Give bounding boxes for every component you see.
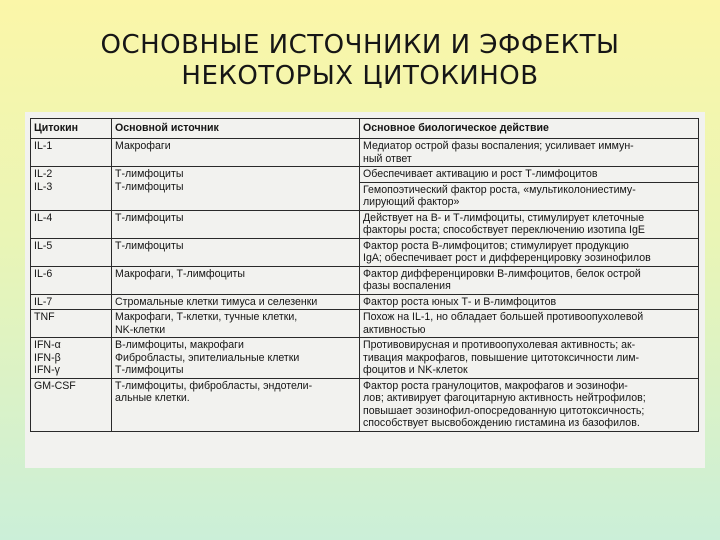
source-text: Т-лимфоциты xyxy=(115,239,184,252)
source-text: В-лимфоциты, макрофаги xyxy=(115,339,244,351)
cytokine-name: IL-1 xyxy=(34,140,53,152)
table-row xyxy=(31,238,699,266)
source-subcell xyxy=(112,295,359,310)
cytokine-subcell xyxy=(31,295,111,310)
cytokine-cell xyxy=(31,238,112,266)
source-cell xyxy=(112,378,360,431)
action-text: Похож на IL-1, но обладает большей противоопухолевой xyxy=(363,311,644,323)
cytokine-cell xyxy=(31,210,112,238)
cytokine-name: TNF xyxy=(34,311,55,323)
cytokine-name: IL-5 xyxy=(34,239,53,252)
cytokine-cell xyxy=(31,338,112,379)
cytokine-cell xyxy=(31,167,112,211)
action-text: IgA; обеспечивает рост и дифференцировку эозинофилов xyxy=(363,252,651,264)
cytokine-name: GM-CSF xyxy=(34,379,76,392)
source-cell xyxy=(112,294,360,338)
action-text: факторы роста; способствует переключению изотипа IgE xyxy=(363,224,645,236)
source-text: Фибробласты, эпителиальные клетки xyxy=(115,351,300,364)
action-cell xyxy=(360,139,699,167)
action-cell xyxy=(360,266,699,294)
cytokine-cell xyxy=(31,139,112,167)
title-line-1: ОСНОВНЫЕ ИСТОЧНИКИ И ЭФФЕКТЫ xyxy=(100,30,620,60)
source-text: Т-лимфоциты xyxy=(115,168,184,180)
action-text: Противовирусная и противоопухолевая активность; ак- xyxy=(363,339,636,351)
table-row xyxy=(31,167,699,211)
action-text: Фактор роста В-лимфоцитов; стимулирует продукцию xyxy=(363,239,629,252)
table-row xyxy=(31,294,699,338)
cytokine-name: IL-2 xyxy=(34,168,53,180)
source-subcell xyxy=(112,309,359,337)
source-text: Т-лимфоциты xyxy=(115,211,184,224)
source-cell xyxy=(112,210,360,238)
source-cell xyxy=(112,338,360,379)
action-cell xyxy=(360,294,699,338)
action-subcell xyxy=(360,295,698,310)
source-text: Стромальные клетки тимуса и селезенки xyxy=(115,295,318,308)
slide-title xyxy=(0,30,720,92)
source-text: Макрофаги, Т-клетки, тучные клетки, xyxy=(115,311,298,323)
cytokine-name: IL-4 xyxy=(34,211,53,224)
cytokine-cell xyxy=(31,266,112,294)
action-text: тивация макрофагов, повышение цитотоксичности лим- xyxy=(363,351,640,364)
table-row xyxy=(31,338,699,379)
action-text: повышает эозинофил-опосредованную цитотоксичность; xyxy=(363,404,645,417)
action-subcell xyxy=(360,167,698,182)
cytokine-name: IFN-β xyxy=(34,351,61,364)
source-text: Т-лимфоциты, фибробласты, эндотели- xyxy=(115,379,313,392)
header-action: Основное биологическое действие xyxy=(360,119,699,139)
action-text: лов; активирует фагоцитарную активность нейтрофилов; xyxy=(363,392,646,404)
cytokine-cell xyxy=(31,294,112,338)
action-text: активностью xyxy=(363,323,426,336)
action-subcell xyxy=(360,309,698,337)
action-text: лирующий фактор» xyxy=(363,196,460,208)
source-text: Макрофаги, Т-лимфоциты xyxy=(115,267,245,280)
source-cell xyxy=(112,167,360,211)
source-text: NK-клетки xyxy=(115,323,166,336)
cytokine-name: IFN-γ xyxy=(34,364,60,376)
cytokine-name: IFN-α xyxy=(34,339,61,351)
source-text: Т-лимфоциты xyxy=(115,364,184,376)
action-text: ный ответ xyxy=(363,152,412,165)
action-subcell xyxy=(360,182,698,210)
action-text: Фактор роста гранулоцитов, макрофагов и эозинофи- xyxy=(363,379,628,392)
title-line-2: НЕКОТОРЫХ ЦИТОКИНОВ xyxy=(181,61,539,91)
table-row xyxy=(31,266,699,294)
source-cell xyxy=(112,238,360,266)
action-text: Фактор дифференцировки В-лимфоцитов, белок острой xyxy=(363,267,641,280)
table-row xyxy=(31,139,699,167)
action-cell xyxy=(360,167,699,211)
action-text: Действует на В- и Т-лимфоциты, стимулирует клеточные xyxy=(363,211,645,224)
source-text: альные клетки. xyxy=(115,392,190,404)
action-cell xyxy=(360,378,699,431)
table-row xyxy=(31,210,699,238)
source-cell xyxy=(112,139,360,167)
cytokine-cell xyxy=(31,378,112,431)
scanned-table-sheet xyxy=(25,112,705,468)
action-text: Медиатор острой фазы воспаления; усиливает иммун- xyxy=(363,140,634,152)
cytokine-name: IL-6 xyxy=(34,267,53,280)
action-text: Гемопоэтический фактор роста, «мультиколониестиму- xyxy=(363,183,636,196)
cytokine-name: IL-3 xyxy=(34,180,53,193)
header-cytokine: Цитокин xyxy=(31,119,112,139)
action-cell xyxy=(360,210,699,238)
action-text: фазы воспаления xyxy=(363,280,451,292)
table-row xyxy=(31,378,699,431)
table-header-row xyxy=(31,119,699,139)
action-cell xyxy=(360,338,699,379)
source-cell xyxy=(112,266,360,294)
source-text: Макрофаги xyxy=(115,140,171,152)
action-text: способствует высвобождению гистамина из базофилов. xyxy=(363,417,640,429)
action-text: Фактор роста юных Т- и В-лимфоцитов xyxy=(363,295,557,308)
source-text: Т-лимфоциты xyxy=(115,180,184,193)
header-source: Основной источник xyxy=(112,119,360,139)
action-text: фоцитов и NK-клеток xyxy=(363,364,468,376)
cytokine-subcell xyxy=(31,309,111,325)
cytokine-name: IL-7 xyxy=(34,295,53,308)
action-cell xyxy=(360,238,699,266)
cytokine-table xyxy=(30,118,699,432)
action-text: Обеспечивает активацию и рост Т-лимфоцитов xyxy=(363,168,598,180)
